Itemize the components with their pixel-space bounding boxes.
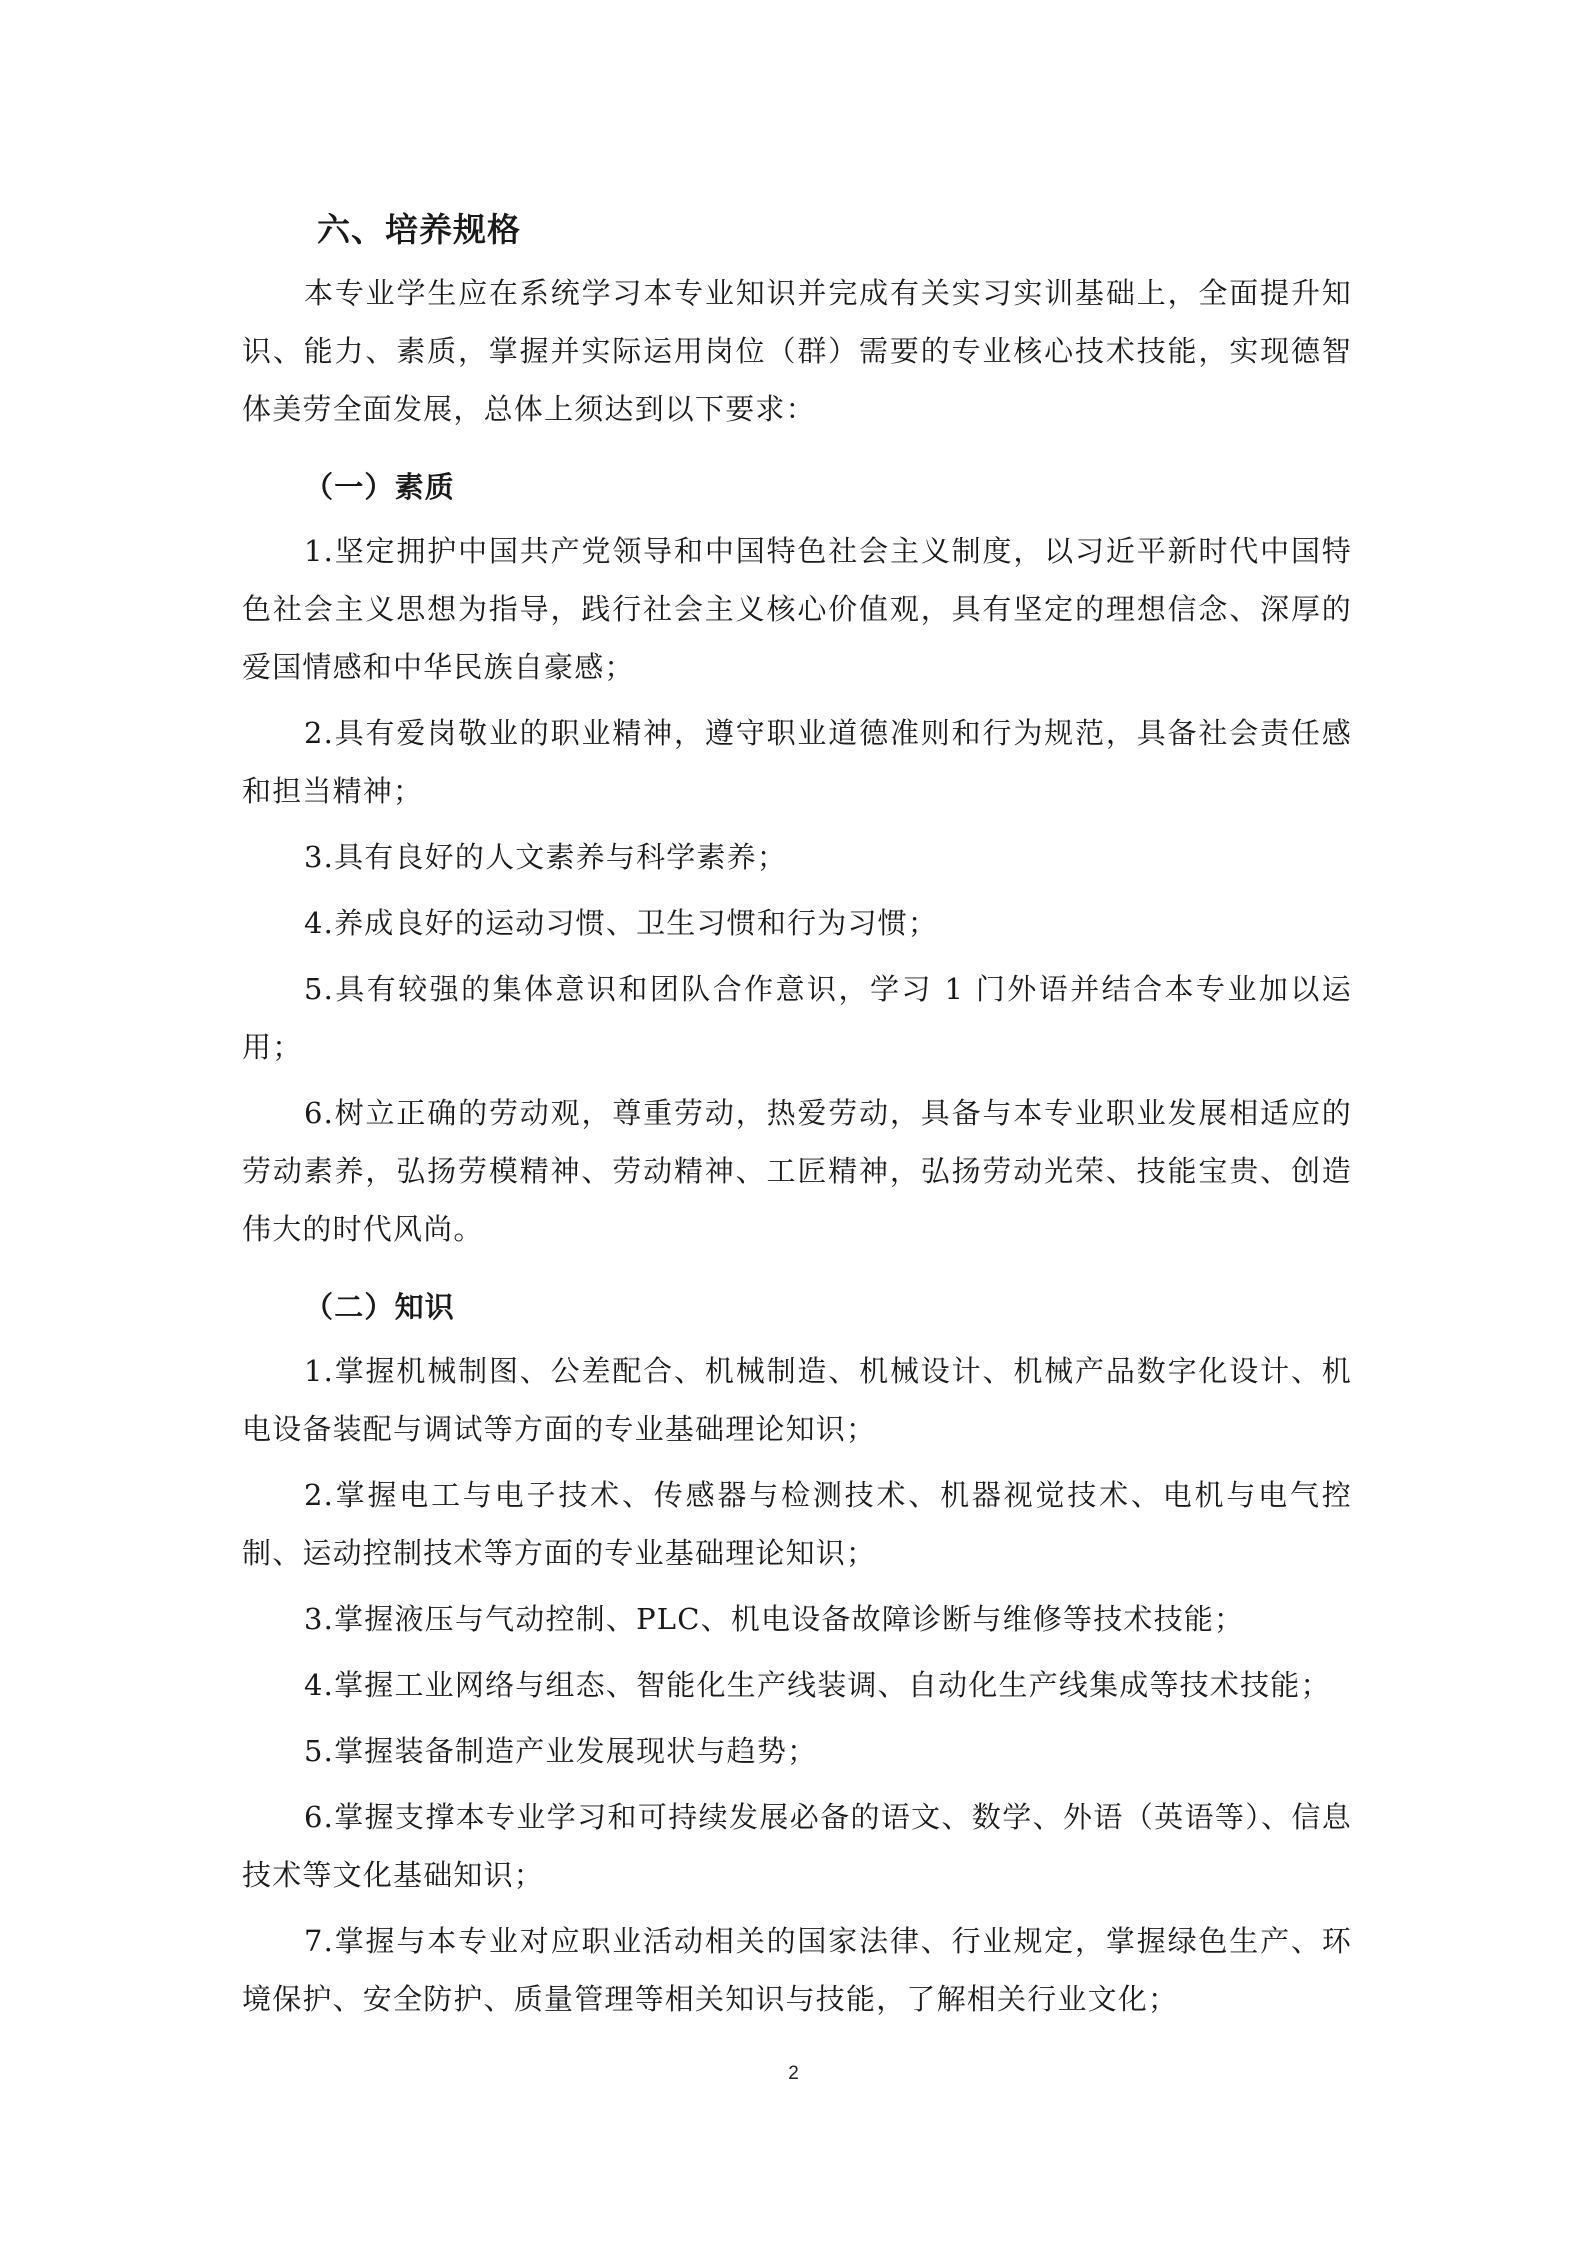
page-number: 2	[788, 2063, 799, 2084]
knowledge-item: 1.掌握机械制图、公差配合、机械制造、机械设计、机械产品数字化设计、机电设备装配与调试等方面的专业基础理论知识；	[242, 1354, 1352, 1446]
quality-item: 2.具有爱岗敬业的职业精神，遵守职业道德准则和行为规范，具备社会责任感和担当精神；	[242, 716, 1352, 808]
knowledge-item: 4.掌握工业网络与组态、智能化生产线装调、自动化生产线集成等技术技能；	[304, 1668, 1331, 1702]
quality-item: 1.坚定拥护中国共产党领导和中国特色社会主义制度，以习近平新时代中国特色社会主义思想为指导，践行社会主义核心价值观，具有坚定的理想信念、深厚的爱国情感和中华民族自豪感；	[242, 534, 1352, 684]
knowledge-item: 3.掌握液压与气动控制、PLC、机电设备故障诊断与维修等技术技能；	[304, 1602, 1245, 1636]
intro-paragraph: 本专业学生应在系统学习本专业知识并完成有关实习实训基础上，全面提升知识、能力、素质，掌握并实际运用岗位（群）需要的专业核心技术技能，实现德智体美劳全面发展，总体上须达到以下要求：	[242, 276, 1352, 426]
knowledge-item: 2.掌握电工与电子技术、传感器与检测技术、机器视觉技术、电机与电气控制、运动控制技术等方面的专业基础理论知识；	[242, 1478, 1352, 1570]
subsection-title-knowledge: （二）知识	[304, 1290, 456, 1324]
subsection-title-quality: （一）素质	[304, 470, 456, 504]
section-heading: 六、培养规格	[317, 210, 521, 249]
knowledge-item: 5.掌握装备制造产业发展现状与趋势；	[304, 1734, 818, 1768]
quality-item: 3.具有良好的人文素养与科学素养；	[304, 840, 788, 874]
quality-item: 6.树立正确的劳动观，尊重劳动，热爱劳动，具备与本专业职业发展相适应的劳动素养，弘扬劳模精神、劳动精神、工匠精神，弘扬劳动光荣、技能宝贵、创造伟大的时代风尚。	[242, 1096, 1352, 1246]
knowledge-item: 7.掌握与本专业对应职业活动相关的国家法律、行业规定，掌握绿色生产、环境保护、安全防护、质量管理等相关知识与技能，了解相关行业文化；	[242, 1924, 1352, 2016]
quality-item: 4.养成良好的运动习惯、卫生习惯和行为习惯；	[304, 906, 939, 940]
quality-item: 5.具有较强的集体意识和团队合作意识，学习 1 门外语并结合本专业加以运用；	[242, 972, 1352, 1064]
document-body	[242, 200, 1352, 2036]
knowledge-item: 6.掌握支撑本专业学习和可持续发展必备的语文、数学、外语（英语等）、信息技术等文化基础知识；	[242, 1800, 1352, 1892]
